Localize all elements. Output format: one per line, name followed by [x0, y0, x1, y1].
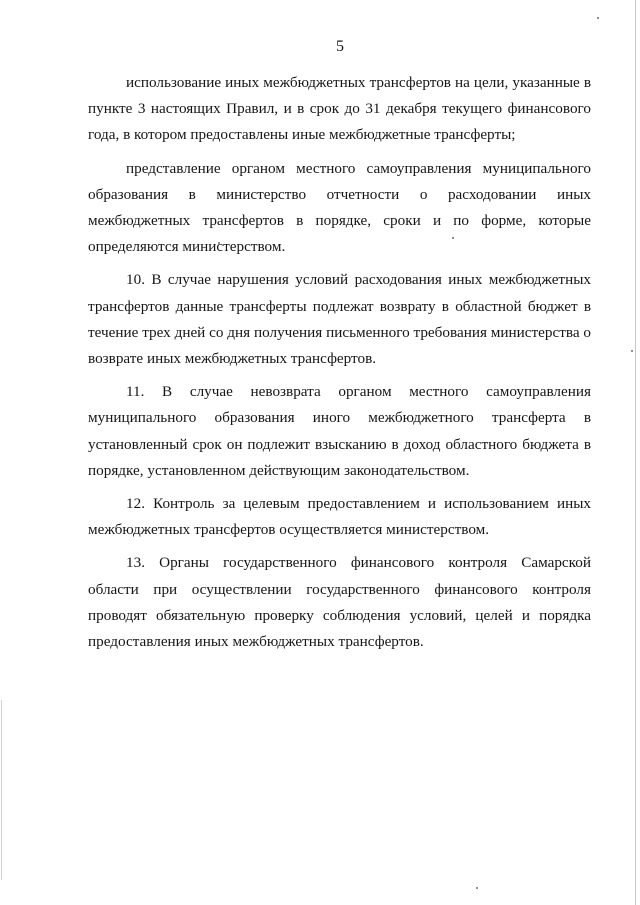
scan-speck	[476, 887, 478, 889]
paragraph-11-recovery: 11. В случае невозврата органом местного самоуправления муниципального образования иного межбюджетного трансферта в установленный срок он подлежит взысканию в доход областного бюджета в порядке, установленном действующим законодательством.	[88, 383, 591, 479]
page-number: 5	[336, 38, 344, 55]
paragraph-12-control: 12. Контроль за целевым предоставлением и использованием иных межбюджетных трансфертов осуществляется министерством.	[88, 495, 591, 539]
paragraph-reporting: представление органом местного самоуправления муниципального образования в министерство отчетности о расходовании иных межбюджетных трансфертов в порядке, сроки и по форме, которые определяются министерством.	[88, 159, 591, 256]
scan-speck	[631, 350, 633, 352]
paragraph-10-refund: 10. В случае нарушения условий расходования иных межбюджетных трансфертов данные трансферты подлежат возврату в областной бюджет в течение трех дней со дня получения письменного требования министерства о возврате иных межбюджетных трансфертов.	[88, 271, 591, 368]
paragraph-13-audit: 13. Органы государственного финансового контроля Самарской области при осуществлении государственного финансового контроля проводят обязательную проверку соблюдения условий, целей и порядка предоставления иных межбюджетных трансфертов.	[88, 554, 591, 651]
document-body	[88, 70, 591, 662]
paragraph-use-of-transfers: использование иных межбюджетных трансфертов на цели, указанные в пункте 3 настоящих Правил, и в срок до 31 декабря текущего финансового года, в котором предоставлены иные межбюджетные трансферты;	[88, 74, 591, 144]
scan-speck	[597, 17, 599, 19]
scan-edge-left	[1, 700, 2, 880]
scan-edge-right	[635, 0, 636, 905]
